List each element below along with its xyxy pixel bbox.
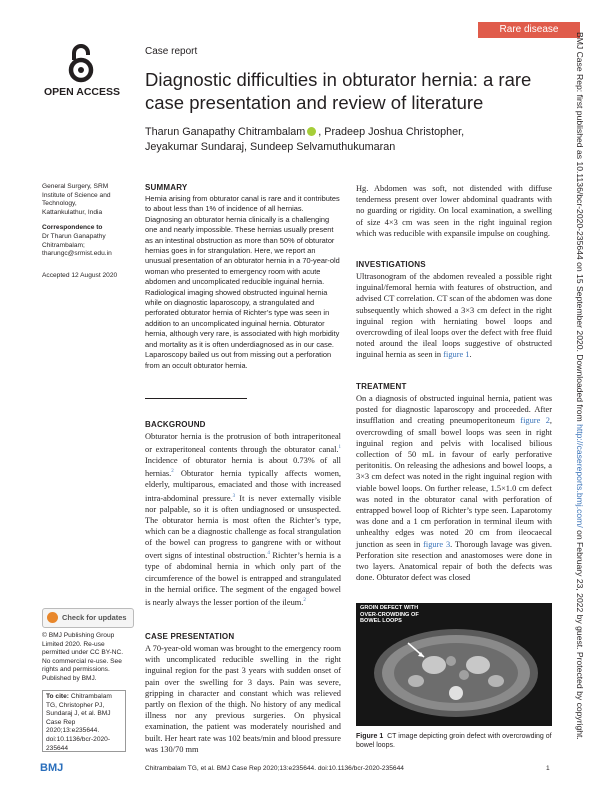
check-for-updates-label: Check for updates — [62, 613, 127, 622]
cite-text: Chitrambalam TG, Christopher PJ, Sundaraj J, et al. BMJ Case Rep 2020;13:e235644. doi:10.1136/bcr-2020-235644 — [46, 693, 112, 752]
figure-caption-label: Figure 1 — [356, 733, 384, 740]
summary-divider — [145, 398, 247, 399]
affiliation: General Surgery, SRM Institute of Science and Technology, Kattankulathur, India — [42, 183, 111, 216]
orcid-icon[interactable] — [307, 127, 316, 136]
case-continued-text: Hg. Abdomen was soft, not distended with diffuse tenderness present over lower abdominal quadrants with no guarding or rigidity. On local examination, a swelling of size 4×3 cm was seen in the right inguinal region which was reducible with expansile impulse on coughing. — [356, 184, 552, 238]
article-type: Case report — [145, 46, 198, 57]
license: © BMJ Publishing Group Limited 2020. Re-use permitted under CC BY-NC. No commercial re-use. See rights and permissions. Published by BMJ. — [42, 632, 124, 682]
figure-overlay-label: GROIN DEFECT WITH OVER-CROWDING OF BOWEL LOOPS — [360, 605, 419, 625]
case-text: A 70-year-old woman was brought to the emergency room with uncomplicated reducible swelling in the right inguinal region for the past 3 years with sudden onset of pain over the swelling for 3 days. Pain was severe, gripping in character and constant which was relieved partly on flexion of the thigh. No history of any medical illness nor any previous surgeries. On physical examination, the patient was moderately nourished and built. Her heart rate was 102 beats/min and blood pressure was 130/70 mm — [145, 644, 341, 754]
author-line-1b: , Pradeep Joshua Christopher, — [318, 126, 465, 138]
summary-heading: SUMMARY — [145, 183, 188, 192]
footer-citation: Chitrambalam TG, et al. BMJ Case Rep 2020;13:e235644. doi:10.1136/bcr-2020-235644 — [145, 765, 404, 772]
page-title: Diagnostic difficulties in obturator hernia: a rare case presentation and review of literature — [145, 69, 532, 113]
background-heading: BACKGROUND — [145, 420, 206, 429]
author-line-2: Jeyakumar Sundaraj, Sundeep Selvamuthukumaran — [145, 141, 396, 153]
side-citation-prefix: BMJ Case Rep: first published as 10.1136/bcr-2020-235644 on 15 September 2020. Downloaded from — [575, 32, 585, 425]
side-citation-link[interactable]: http://casereports.bmj.com/ — [575, 424, 585, 528]
treatment-heading: TREATMENT — [356, 382, 407, 391]
side-citation — [575, 32, 585, 772]
bmj-logo: BMJ — [40, 762, 64, 774]
correspondence: Dr Tharun Ganapathy Chitrambalam; tharungc@srmist.edu.in — [42, 233, 112, 258]
figure-2-link[interactable]: figure 2 — [520, 416, 550, 426]
figure-3-link[interactable]: figure 3 — [423, 539, 451, 549]
check-for-updates-icon — [47, 612, 58, 623]
background-text: Obturator hernia is the protrusion of both intraperitoneal or extraperitoneal contents through the obturator canal.$^1$ Incidence of obturator hernia is about 0.73% of all hernias.$^2$ Obturator hernia typically affects women, elderly, multiparous, emaciated and those with increased intra-abdominal pressure.$^3$ It is never externally visible nor palpable, so it is often undiagnosed or unsuspected. The obturator hernia is most often the Richter’s type, which can be a diagnostic challenge as focal strangulation of the bowel can progress to gangrene with or without overt signs of intestinal obstruction.$^4$ Richter’s hernia is a type of abdominal hernia in which only part of the circumference of the bowel is entrapped and strangulated in the hernial orifice. The segment of the engaged bowel is nearly always the lesser portion of the ileum.$^2$ — [145, 432, 342, 607]
correspondence-heading: Correspondence to — [42, 224, 103, 231]
open-access-label: OPEN ACCESS — [43, 86, 121, 98]
accepted-date: Accepted 12 August 2020 — [42, 272, 118, 279]
investigations-heading: INVESTIGATIONS — [356, 260, 426, 269]
side-citation-suffix: on February 23, 2022 by guest. Protected by copyright. — [575, 527, 585, 740]
investigations-text: Ultrasonogram of the abdomen revealed a possible right inguinal/femoral hernia with features of obstruction, and advised CT correlation. CT scan of the abdomen was done subsequently which showed a 3×3 cm defect in the right inguinal region with herniating bowel loops and overcrowding of ileal loops over the defect with free fluid noted around the ileal loops suggestive of obstructed inguinal hernia as seen in figure 1. — [356, 272, 552, 360]
figure-caption-text: CT image depicting groin defect with overcrowding of bowel loops. — [356, 733, 552, 749]
cite-box — [42, 690, 126, 752]
summary-text: Hernia arising from obturator canal is rare and it contributes to about less than 1% of incidence of all hernias. Diagnosing an obturator hernia clinically is a challenging one and nearly impossible. These hernias usually present as an intestinal obstruction as more than 50% of obturator hernias goes in for strangulation. Here, we report an unusual presentation of an obturator hernia in a 70-year-old woman who presented to emergency room with acute abdomen and uncomplicated reducible inguinal hernia. Radiological imaging showed obstructed inguinal hernia while on diagnostic laparoscopy, a strangulated and perforated obturator hernia of Richter’s type was seen in addition to an uncomplicated inguinal hernia. Obturator hernia, although very rare, is associated with high morbidity and mortality as it is often underdiagnosed as in our case. Laparoscopy bailed us out from missing out a perforation from an occult obturator hernia. — [145, 194, 340, 370]
page-number: 1 — [546, 765, 550, 772]
cite-heading: To cite: — [46, 693, 69, 700]
section-banner: Rare disease — [478, 22, 580, 38]
figure-1-link[interactable]: figure 1 — [443, 350, 470, 360]
check-for-updates-button[interactable] — [42, 608, 134, 628]
case-heading: CASE PRESENTATION — [145, 632, 235, 641]
author-list — [145, 125, 555, 155]
figure-1-ct-image — [356, 603, 552, 726]
author-line-1a: Tharun Ganapathy Chitrambalam — [145, 126, 306, 138]
figure-1-caption — [356, 732, 552, 750]
treatment-text: On a diagnosis of obstructed inguinal hernia, patient was posted for diagnostic laparoscopy and proceeded. After insufflation and creating pneumoperitoneum figure 2, overcrowding of small bowel loops was seen in right inguinal region and pelvis with localised bilious collection of 50 mL in favour of early perforative peritonitis. On releasing the adhesions and bowel loops, a 3×3 cm defect was noted in the right inguinal region with viable bowel loops. On further release, 1.5×1.0 cm defect was noted in the obturator canal with perforation of entrapped bowel loop of Richter’s type seen. Laparotomy was done and a 1 cm perforation in terminal ileum with unhealthy edges was noted 20 cm from ileocaecal junction as seen in figure 3. Thorough lavage was given. Perforation site resection and anastomoses were done in two layers. Anatomical repair of both the defects was done. Obturator defect was closed — [356, 394, 552, 583]
open-access-lock-icon — [68, 42, 94, 84]
